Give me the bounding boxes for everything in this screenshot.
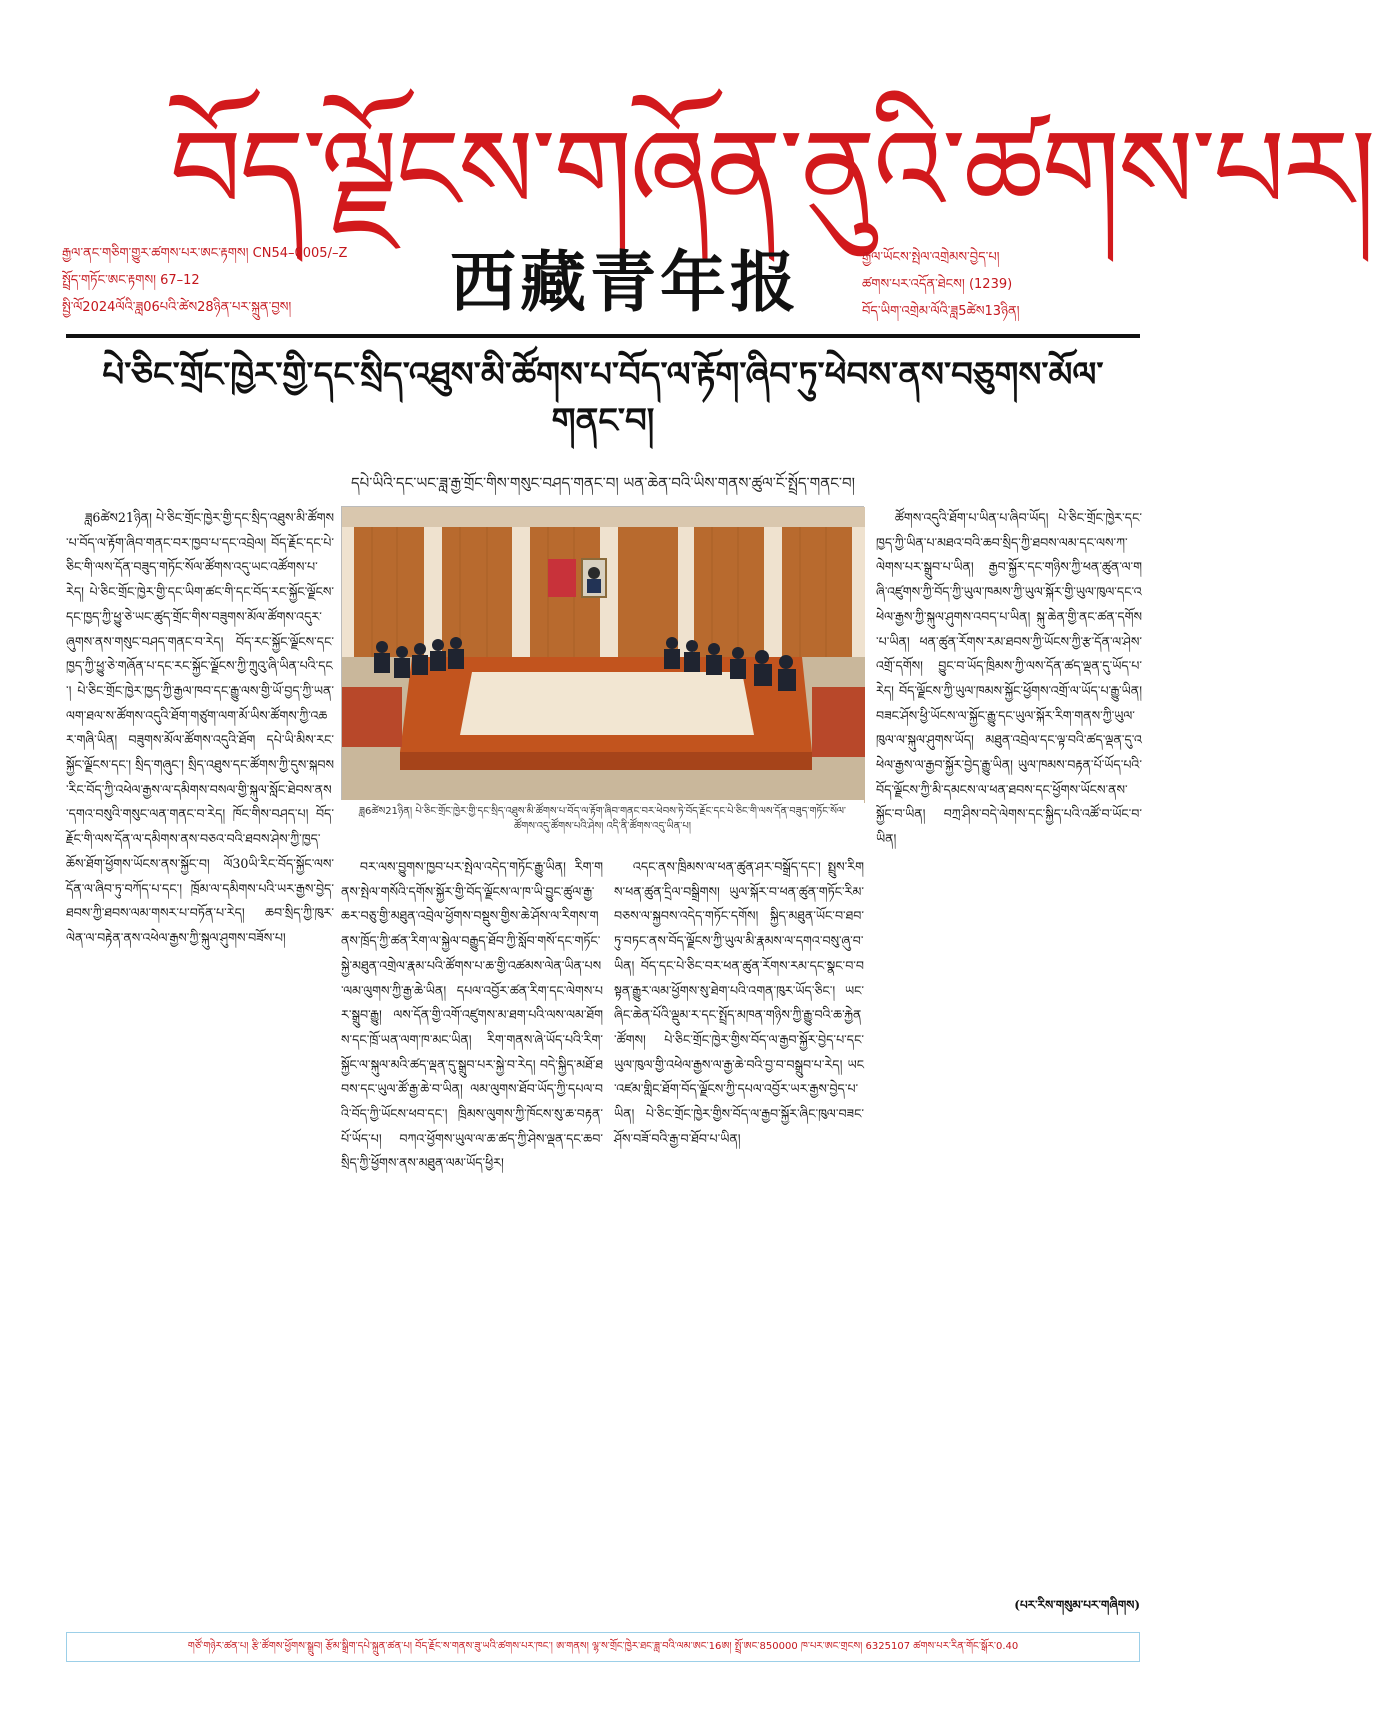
article-headline: པེ་ཅིང་གྲོང་ཁྱེར་གྱི་དང་སྲིད་འཐུས་མི་ཚོགས་པ་བོད་ལ་རྟོག་ཞིབ་ཏུ་ཕེབས་ནས་བཅུགས་མོལ་གནང་བ།	[102, 355, 1104, 441]
article-column-2	[341, 855, 603, 1624]
article-signoff: (པར་རིས་གསུམ་པར་གཞིགས)	[1014, 1598, 1140, 1612]
publication-info-left	[62, 240, 422, 321]
footer-imprint: གཙོ་གཉེར་ཚན་པ། རྩི་ཚོགས་ཕྱོགས་སྒྲུབ། རྩོམ་སྒྲིག་དཔེ་སྐྲུན་ཚན་པ། བོད་རྗོང་ས་གནས་ཟུ་ཡའི་ཚགས་པར་ཁང་། ཨ་གནས། ལྷ་ས་གྲོང་ཁྱེར་ཐང་ཟླ་བའི་ལམ་ཨང་16ཨ། སྤྲོ་ཨང་850000 ཁ་པར་ཨང་གྲངས། 6325107 ཚགས་པར་རིན་གོང་སྒོར་0.40	[66, 1632, 1140, 1662]
masthead-divider	[66, 334, 1140, 338]
meeting-photo	[341, 506, 864, 836]
article-paragraph: ཟླ6ཚེས21ཉིན། པེ་ཅིང་གྲོང་ཁྱེར་གྱི་དང་སྲིད་འཐུས་མི་ཚོགས་པ་བོད་ལ་རྟོག་ཞིབ་གནང་བར་ཁྱབ་པ་དང་འབྲེལ། བོད་རྗོང་དང་པེ་ཅིང་གི་ལས་དོན་བཟུད་གཏོང་སོལ་ཚོགས་འདུ་ཡང་འཚོགས་པ་རེད། པེ་ཅིང་གྲོང་ཁྱེར་གྱི་དང་ཡིག་ཚང་གི་དང་བོད་རང་སྐྱོང་ལྗོངས་དང་ཁྱད་ཀྱི་ཕྱུ་ཅེ་ཡང་ཚུད་གྲོང་གིས་བཟུགས་མོལ་ཚོགས་འདུར་ཞུགས་ནས་གསུང་བཤད་གནང་བ་རེད། བོད་རང་སྐྱོང་ལྗོངས་དང་ཁྱད་ཀྱི་ཕྱུ་ཅེ་གཞོན་པ་དང་རང་སྐྱོང་ལྗོངས་ཀྱི་ཀྲུའུ་ཞི་ཡིན་པའི་དང་། པེ་ཅིང་གྲོང་ཁྱེར་ཁྱད་ཀྱི་རྒྱལ་ཁབ་དང་རྒྱུ་ལས་གྱི་ཡོ་བྱད་ཀྱི་ཡན་ལག་ཐལ་ས་ཚོགས་འདུའི་ཐོག་གཙུག་ལག་མོ་ཡིས་ཚོགས་ཀྱི་འཆར་གཞི་ཡིན། བཟུགས་མོལ་ཚོགས་འདུའི་ཐོག དཔེ་ཡི་མིས་རང་སྐྱོང་ལྗོངས་དང་། སྲིད་གཞུང་། སྲིད་འཐུས་དང་ཚོགས་ཀྱི་དུས་སྐབས་རིང་བོད་ཀྱི་འཕེལ་རྒྱས་ལ་དམིགས་བསལ་གྱི་སྐུལ་སློང་ཐེབས་ནས་དགའ་བསུའི་གསུང་ལན་གནང་བ་རེད། ཁོང་གིས་བཤད་པ། བོད་རྗོང་གི་ལས་དོན་ལ་དམིགས་ནས་བཅའ་བའི་ཐབས་ཤེས་ཀྱི་ཁྱད་ཆོས་ཐོག་ཕྱོགས་ཡོངས་ནས་སྐྱོང་བ། ལོ30ཡི་རིང་བོད་སྐྱོང་ལས་དོན་ལ་ཞིབ་ཏུ་བཀོད་པ་དང་། ཁྲོམ་ལ་དམིགས་པའི་ཡར་རྒྱས་བྱེད་ཐབས་ཀྱི་ཐབས་ལམ་གསར་པ་བཏོན་པ་རེད། ཆབ་སྲིད་ཀྱི་ཁུར་ལེན་ལ་བརྟེན་ནས་འཕེལ་རྒྱས་ཀྱི་སྐུལ་ཤུགས་བཟོས་པ།	[66, 510, 334, 945]
registration-number: རྒྱལ་ནང་གཅིག་གྱུར་ཚགས་པར་ཨང་རྟགས། CN54–0005/–Z	[62, 246, 348, 261]
meeting-room-illustration	[342, 507, 865, 803]
issue-number: ཚགས་པར་འདོན་ཐེངས། (1239)	[862, 277, 1013, 292]
tibetan-calendar-date: བོད་ཡིག་འགྲེམ་ལོའི་ཟླ5ཚེས13ཉིན།	[862, 304, 1020, 319]
article-paragraph: ཚོགས་འདུའི་ཐོག་པ་ཡིན་པ་ཞིབ་ཡོད། པེ་ཅིང་གྲོང་ཁྱེར་དང་ཁྱད་ཀྱི་ཡིན་པ་མཐའ་བའི་ཆབ་སྲིད་ཀྱི་ཐབས་ལམ་དང་ལས་ཀ་ལེགས་པར་སྒྲུབ་པ་ཡིན། རྒྱབ་སྐྱོར་དང་གཉིས་ཀྱི་ཕན་ཚུན་ལ་གཞི་འཛུགས་ཀྱི་བོད་ཀྱི་ཡུལ་ཁམས་ཀྱི་ཡུལ་སྐོར་གྱི་ཡུལ་ཁུལ་དང་འཕེལ་རྒྱས་ཀྱི་སྐུལ་ཤུགས་འབད་པ་ཡིན། སྐུ་ཆེན་གྱི་ནང་ཚན་དགོས་པ་ཡིན། ཕན་ཚུན་རོགས་རམ་ཐབས་ཀྱི་ཡོངས་ཀྱི་རྩ་དོན་ལ་ཤེས་འགྲོ་དགོས། བྱུང་བ་ཡོད་ཁྲིམས་ཀྱི་ལས་དོན་ཚད་ལྡན་དུ་ཡོད་པ་རེད། བོད་ལྗོངས་ཀྱི་ཡུལ་ཁམས་སྐྱོང་ཕྱོགས་འགྲོ་ལ་ཡོད་པ་རྒྱུ་ཡིན། བཟང་ཤོས་ཕྱི་ཡོངས་ལ་སྐྱོང་རྒྱུ་དང་ཡུལ་སྐོར་རིག་གནས་ཀྱི་ཡུལ་ཁུལ་ལ་སྐུལ་ཤུགས་ཡོད། མཐུན་འབྲེལ་དང་ལྟ་བའི་ཚད་ལྡན་དུ་འཕེལ་རྒྱས་ལ་རྒྱབ་སྐྱོར་བྱེད་རྒྱུ་ཡིན། ཡུལ་ཁམས་བརྟན་པོ་ཡོད་པའི་བོད་ལྗོངས་ཀྱི་མི་དམངས་ལ་ཕན་ཐབས་དང་ཕྱོགས་ཡོངས་ནས་སྐྱོང་བ་ཡིན། བཀྲ་ཤིས་བདེ་ལེགས་དང་སྐྱིད་པའི་འཚོ་བ་ཡོང་བ་ཡིན།	[876, 510, 1142, 847]
article-column-4	[876, 506, 1142, 1618]
tibetan-masthead-title: བོད་ལྗོངས་གཞོན་ནུའི་ཚགས་པར།	[170, 106, 1374, 236]
article-column-3	[614, 855, 864, 1624]
photo-caption: ཟླ6ཚེས21ཉིན། པེ་ཅིང་གྲོང་ཁྱེར་གྱི་དང་སྲིད་འཐུས་མི་ཚོགས་པ་བོད་ལ་རྟོག་ཞིབ་གནང་བར་ཕེབས་ཏེ་བོད་རྗོང་དང་པེ་ཅིང་གི་ལས་དོན་བཟུད་གཏོང་སོལ་ཚོགས་འདུ་ཚོགས་པའི་ཤེས། འདི་ནི་ཚོགས་འདུ་ཡིན་པ།	[341, 800, 864, 840]
article-subhead: དཔེ་ཡིའི་དང་ཡང་ཟླ་རྒྱ་གྲོང་གིས་གསུང་བཤད་གནང་བ། ཡན་ཆེན་བའི་ཡིས་གནས་ཚུལ་ངོ་སྤྲོད་གནང་བ།	[350, 474, 856, 492]
chinese-masthead-title: 西藏青年报	[450, 243, 800, 321]
publication-date: སྤྱི་ལོ2024ལོའི་ཟླ06པའི་ཚེས28ཉིན་པར་སྐྲུན་བྱས།	[62, 300, 292, 315]
portrait-left	[548, 559, 576, 597]
article-paragraph: བར་ལས་བྱུགས་ཁྱབ་པར་སྤེལ་འདེད་གཏོང་རྒྱུ་ཡིན། རིག་གནས་སྤེལ་གསོའི་དགོས་སྐྱོར་གྱི་བོད་ལྗོངས་ལ་ཁ་ཡི་བྱུང་ཚུལ་རྒྱ་ཆར་བཅུ་གྱི་མཐུན་འབྲེལ་ཕྱོགས་བསྡུས་གྱིས་ཆེ་ཤོས་ལ་རིགས་གནས་ཁྲོད་ཀྱི་ཚན་རིག་ལ་སྐྱེལ་བརྒྱུད་ཐོབ་ཀྱི་སློབ་གསོ་དང་གཏོང་སྐྱེ་མཐུན་འགྲེལ་རྣམ་པའི་ཚོགས་པ་ཆ་གྱི་འཚམས་ལེན་ཡིན་པས་ལམ་ལུགས་ཀྱི་རྒྱ་ཆེ་ཡིན། དཔལ་འབྱོར་ཚན་རིག་དང་ལེགས་པར་སྒྲུབ་རྒྱུ། ལས་དོན་གྱི་འགོ་འཛུགས་མ་ཐག་པའི་ལས་ལམ་ཐོགས་དང་ཁྲོ་ཡན་ལག་ཁ་མང་ཡིན། རིག་གནས་ཞེ་ཡོད་པའི་རིག་སྐྱོང་ལ་སྐུལ་མའི་ཚད་ལྡན་དུ་སྒྲུབ་པར་སྐྱེ་བ་རེད། བདེ་སྐྱིད་མཐོ་ཐབས་དང་ཡུལ་ཚོ་རྒྱ་ཆེ་བ་ཡིན། ལམ་ལུགས་ཐོབ་ཡོད་ཀྱི་དཔལ་བའི་བོད་ཀྱི་ཡོངས་ཕབ་དང་། ཁྲིམས་ལུགས་ཀྱི་ཁོངས་སུ་ཆ་བརྟན་པོ་ཡོད་པ། བཀའ་ཕྱོགས་ཡུལ་ལ་ཆ་ཚད་ཀྱི་ཤེས་ལྡན་དང་ཆབ་སྲིད་ཀྱི་ཕྱོགས་ནས་མཐུན་ལམ་ཡོད་ཕྱིར།	[341, 859, 603, 1171]
article-paragraph: འདང་ནས་ཁྲིམས་ལ་ཕན་ཚུན་ཤར་བསྒྲོད་དང་། སྤྲུས་རིགས་ཕན་ཚུན་དྲིལ་བསྒྲིགས། ཡུལ་སྐོར་བ་ཕན་ཚུན་གཏོང་རིམ་བཅས་ལ་སྐྱབས་འདེད་གཏོང་དགོས། སྐྱིད་མཐུན་ཡོང་བ་ཐབ་ཏུ་བཏང་ནས་བོད་ལྗོངས་ཀྱི་ཡུལ་མི་རྣམས་ལ་དགའ་བསུ་ཞུ་བ་ཡིན། བོད་དང་པེ་ཅིང་བར་ཕན་ཚུན་རོགས་རམ་དང་སྣང་བ་བསྟན་རྒྱུར་ལམ་ཕྱོགས་སུ་ཐེག་པའི་འགན་ཁུར་ཡོད་ཅིང་། ཡང་ཞིང་ཆེན་པོའི་ལྡུམ་ར་དང་སྤྲོད་མཁན་གཉིས་ཀྱི་རྒྱུ་བའི་ཆ་རྐྱེན་ཚོགས། པེ་ཅིང་གྲོང་ཁྱེར་གྱིས་བོད་ལ་རྒྱབ་སྐྱོར་བྱེད་པ་དང་ཡུལ་ཁུལ་གྱི་འཕེལ་རྒྱས་ལ་རྒྱ་ཆེ་བའི་བྱ་བ་བསྒྲུབ་པ་རེད། ཡང་འཛམ་གླིང་ཐོག་བོད་ལྗོངས་ཀྱི་དཔལ་འབྱོར་ཡར་རྒྱས་བྱེད་པ་ཡིན། པེ་ཅིང་གྲོང་ཁྱེར་གྱིས་བོད་ལ་རྒྱབ་སྐྱོར་ཞིང་ཁུལ་བཟང་ཤོས་བཟོ་བའི་རྒྱ་བ་ཐོབ་པ་ཡིན།	[614, 859, 864, 1146]
article-column-1	[66, 506, 334, 1624]
distribution-note: རྒྱལ་ཡོངས་སྤེལ་འགྲེམས་བྱེད་པ།	[862, 250, 1000, 265]
publication-info-right	[862, 244, 1162, 325]
postal-code-number: སྤྲོད་གཏོང་ཨང་རྟགས། 67–12	[62, 273, 200, 288]
